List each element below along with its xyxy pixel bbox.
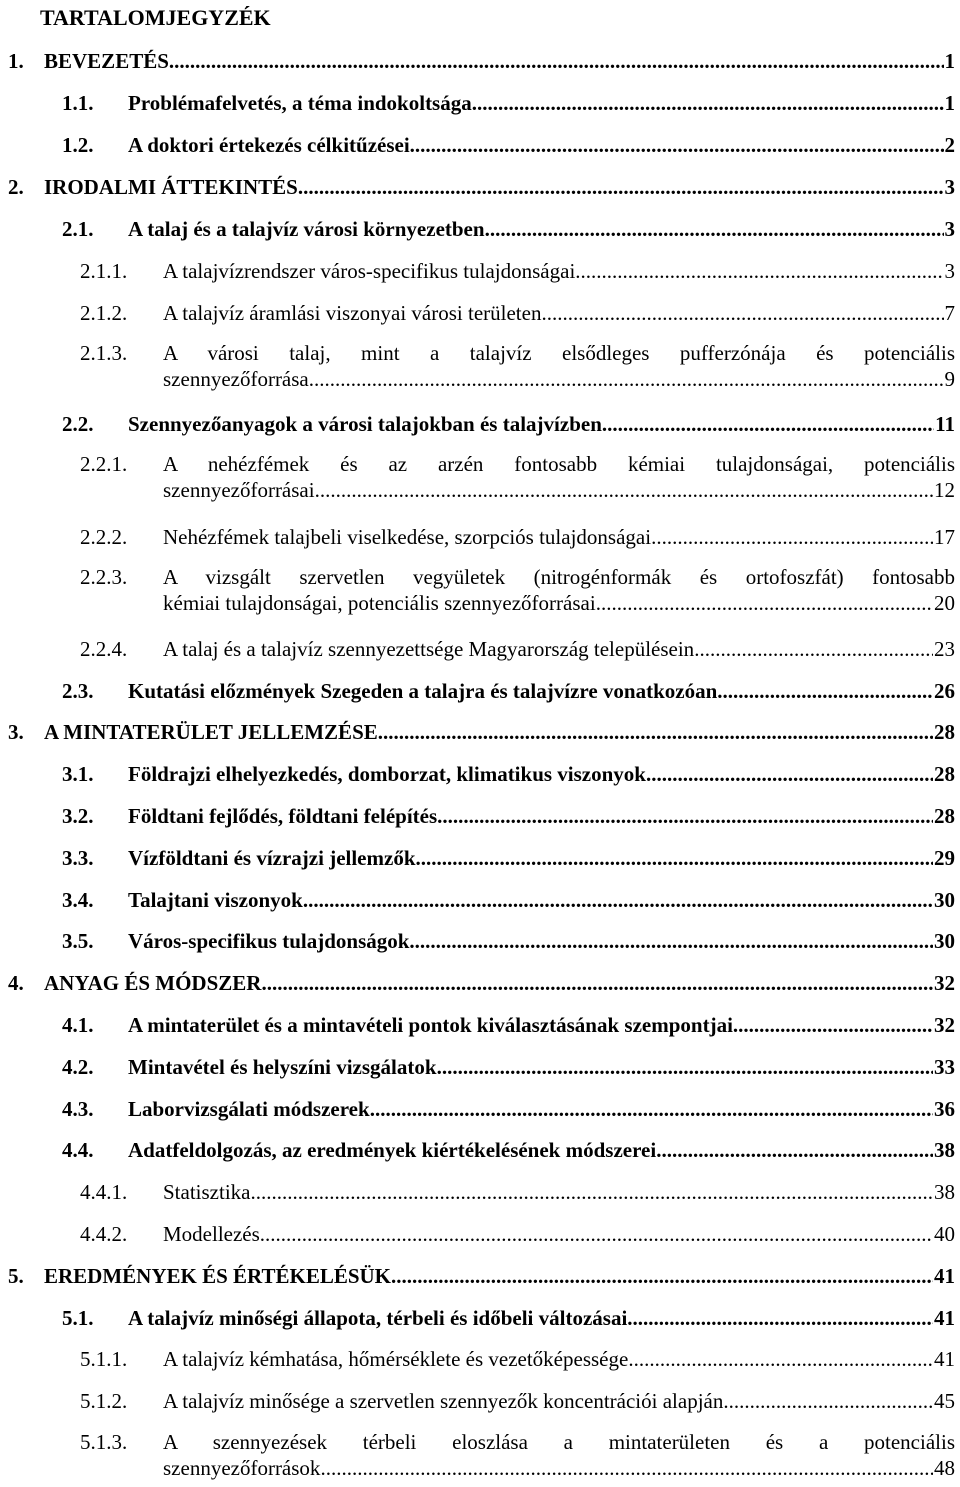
dot-leader [602, 411, 934, 437]
toc-entry-title: Modellezés [163, 1222, 260, 1246]
toc-entry-page: 11 [935, 412, 955, 436]
toc-entry-number: 2.1.1. [80, 259, 128, 283]
toc-entry-title: Város-specifikus tulajdonságok [128, 929, 410, 953]
dot-leader [541, 300, 943, 326]
dot-leader [656, 1137, 933, 1163]
toc-entry-title: BEVEZETÉS [44, 49, 169, 73]
toc-entry-number: 3.3. [62, 846, 94, 870]
toc-entry-page: 45 [934, 1389, 955, 1413]
dot-leader [717, 678, 933, 704]
dot-leader [472, 90, 944, 116]
dot-leader [298, 174, 944, 200]
toc-entry-number: 4.3. [62, 1097, 94, 1121]
toc-entry-number: 2.3. [62, 679, 94, 703]
toc-entry-page: 38 [934, 1180, 955, 1204]
toc-entry-page: 23 [934, 637, 955, 661]
toc-entry-title: Kutatási előzmények Szegeden a talajra és talajvízre vonatkozóan [128, 679, 718, 703]
toc-entry-page: 1 [944, 49, 955, 73]
dot-leader [410, 132, 944, 158]
toc-entry-title-continuation: kémiai tulajdonságai, potenciális szennyezőforrásai [163, 591, 596, 615]
dot-leader [169, 48, 944, 74]
toc-entry-title: Problémafelvetés, a téma indokoltsága [128, 91, 472, 115]
toc-entry-number: 4. [8, 971, 24, 995]
toc-entry-page: 3 [944, 217, 955, 241]
toc-entry-title: Vízföldtani és vízrajzi jellemzők [128, 846, 416, 870]
toc-entry-title: A szennyezések térbeli eloszlása a mintaterületen és a potenciális [163, 1430, 955, 1454]
toc-entry-number: 2.2.2. [80, 525, 128, 549]
toc-entry-number: 2.2.3. [80, 565, 128, 589]
toc-entry-title: IRODALMI ÁTTEKINTÉS [44, 175, 298, 199]
toc-entry-page: 30 [934, 929, 955, 953]
toc-title: TARTALOMJEGYZÉK [40, 5, 271, 30]
dot-leader [303, 887, 933, 913]
toc-entry-title: A talajvízrendszer város-specifikus tulajdonságai [163, 259, 576, 283]
toc-entry-page: 41 [934, 1264, 955, 1288]
toc-entry-number: 3. [8, 720, 24, 744]
toc-entry-title: Statisztika [163, 1180, 251, 1204]
toc-entry-page: 28 [934, 720, 955, 744]
toc-entry-number: 4.4. [62, 1138, 94, 1162]
toc-entry-number: 4.2. [62, 1055, 94, 1079]
toc-entry-number: 2. [8, 175, 24, 199]
toc-entry-title: Laborvizsgálati módszerek [128, 1097, 370, 1121]
dot-leader [485, 216, 944, 242]
toc-entry-number: 4.4.2. [80, 1222, 128, 1246]
toc-entry-title-continuation: szennyezőforrásai [163, 478, 315, 502]
dot-leader [309, 366, 944, 392]
toc-entry-page: 40 [934, 1222, 955, 1246]
toc-entry-number: 1.2. [62, 133, 94, 157]
toc-entry-page: 3 [944, 175, 955, 199]
toc-entry-title: EREDMÉNYEK ÉS ÉRTÉKELÉSÜK [44, 1264, 392, 1288]
dot-leader [628, 1346, 933, 1372]
toc-entry-page: 12 [934, 478, 955, 502]
toc-entry-page: 38 [934, 1138, 955, 1162]
toc-entry-page: 20 [934, 591, 955, 615]
toc-entry-page: 1 [944, 91, 955, 115]
dot-leader [416, 845, 934, 871]
toc-entry-page: 7 [944, 301, 955, 325]
dot-leader [378, 719, 933, 745]
toc-entry-page: 32 [934, 1013, 955, 1037]
toc-entry-number: 2.2.1. [80, 452, 128, 476]
dot-leader [651, 524, 933, 550]
toc-entry-number: 2.2.4. [80, 637, 128, 661]
toc-entry-title: A doktori értekezés célkitűzései [128, 133, 410, 157]
toc-entry-title: Mintavétel és helyszíni vizsgálatok [128, 1055, 437, 1079]
toc-entry-number: 1.1. [62, 91, 94, 115]
dot-leader [409, 928, 933, 954]
toc-entry-number: 4.4.1. [80, 1180, 128, 1204]
toc-entry-title-continuation: szennyezőforrások [163, 1456, 321, 1480]
toc-entry-page: 9 [944, 367, 955, 391]
toc-entry-page: 30 [934, 888, 955, 912]
toc-entry-page: 32 [934, 971, 955, 995]
toc-entry-title: Talajtani viszonyok [128, 888, 303, 912]
toc-entry-number: 3.1. [62, 762, 94, 786]
toc-entry-title: A talaj és a talajvíz városi környezetben [128, 217, 485, 241]
toc-entry-title: ANYAG ÉS MÓDSZER [44, 971, 262, 995]
toc-entry-number: 2.1.3. [80, 341, 128, 365]
toc-entry-number: 4.1. [62, 1013, 94, 1037]
dot-leader [320, 1455, 933, 1481]
toc-entry-number: 3.2. [62, 804, 94, 828]
dot-leader [370, 1096, 933, 1122]
toc-entry-title-continuation: szennyezőforrása [163, 367, 309, 391]
dot-leader [437, 803, 933, 829]
toc-entry-title: A talaj és a talajvíz szennyezettsége Magyarország településein [163, 637, 695, 661]
toc-entry-number: 3.4. [62, 888, 94, 912]
dot-leader [315, 477, 933, 503]
dot-leader [627, 1305, 933, 1331]
dot-leader [261, 970, 933, 996]
toc-entry-title: A talajvíz áramlási viszonyai városi területen [163, 301, 542, 325]
toc-entry-number: 5.1.3. [80, 1430, 128, 1454]
toc-entry-page: 41 [934, 1306, 955, 1330]
toc-entry-page: 26 [934, 679, 955, 703]
toc-entry-number: 2.2. [62, 412, 94, 436]
toc-entry-page: 29 [934, 846, 955, 870]
toc-entry-title: A városi talaj, mint a talajvíz elsődleges pufferzónája és potenciális [163, 341, 955, 365]
toc-entry-number: 3.5. [62, 929, 94, 953]
toc-entry-number: 5.1.1. [80, 1347, 128, 1371]
dot-leader [437, 1054, 933, 1080]
toc-entry-page: 2 [944, 133, 955, 157]
toc-entry-title: Földtani fejlődés, földtani felépítés [128, 804, 438, 828]
dot-leader [723, 1388, 933, 1414]
toc-entry-page: 33 [934, 1055, 955, 1079]
toc-entry-title: Nehézfémek talajbeli viselkedése, szorpciós tulajdonságai [163, 525, 652, 549]
toc-entry-title: A vizsgált szervetlen vegyületek (nitrogénformák és ortofoszfát) fontosabb [163, 565, 955, 589]
toc-entry-page: 48 [934, 1456, 955, 1480]
dot-leader [694, 636, 933, 662]
toc-entry-title: A talajvíz minőségi állapota, térbeli és időbeli változásai [128, 1306, 628, 1330]
dot-leader [575, 258, 943, 284]
dot-leader [260, 1221, 933, 1247]
toc-entry-page: 28 [934, 804, 955, 828]
dot-leader [646, 761, 933, 787]
toc-entry-number: 5.1.2. [80, 1389, 128, 1413]
toc-entry-number: 1. [8, 49, 24, 73]
toc-entry-number: 5. [8, 1264, 24, 1288]
toc-entry-number: 2.1. [62, 217, 94, 241]
toc-entry-page: 28 [934, 762, 955, 786]
toc-entry-title: A nehézfémek és az arzén fontosabb kémiai tulajdonságai, potenciális [163, 452, 955, 476]
toc-entry-title: Szennyezőanyagok a városi talajokban és talajvízben [128, 412, 602, 436]
toc-entry-title: Adatfeldolgozás, az eredmények kiértékelésének módszerei [128, 1138, 657, 1162]
toc-entry-page: 3 [944, 259, 955, 283]
toc-entry-title: A talajvíz kémhatása, hőmérséklete és vezetőképessége [163, 1347, 629, 1371]
toc-entry-title: A mintaterület és a mintavételi pontok kiválasztásának szempontjai [128, 1013, 733, 1037]
toc-entry-title: Földrajzi elhelyezkedés, domborzat, klimatikus viszonyok [128, 762, 646, 786]
dot-leader [251, 1179, 934, 1205]
toc-entry-page: 41 [934, 1347, 955, 1371]
dot-leader [596, 590, 933, 616]
dot-leader [391, 1263, 933, 1289]
toc-entry-title: A talajvíz minősége a szervetlen szennyezők koncentrációi alapján [163, 1389, 724, 1413]
toc-entry-number: 2.1.2. [80, 301, 128, 325]
dot-leader [733, 1012, 933, 1038]
toc-entry-title: A MINTATERÜLET JELLEMZÉSE [44, 720, 378, 744]
toc-entry-number: 5.1. [62, 1306, 94, 1330]
toc-entry-page: 17 [934, 525, 955, 549]
toc-entry-page: 36 [934, 1097, 955, 1121]
